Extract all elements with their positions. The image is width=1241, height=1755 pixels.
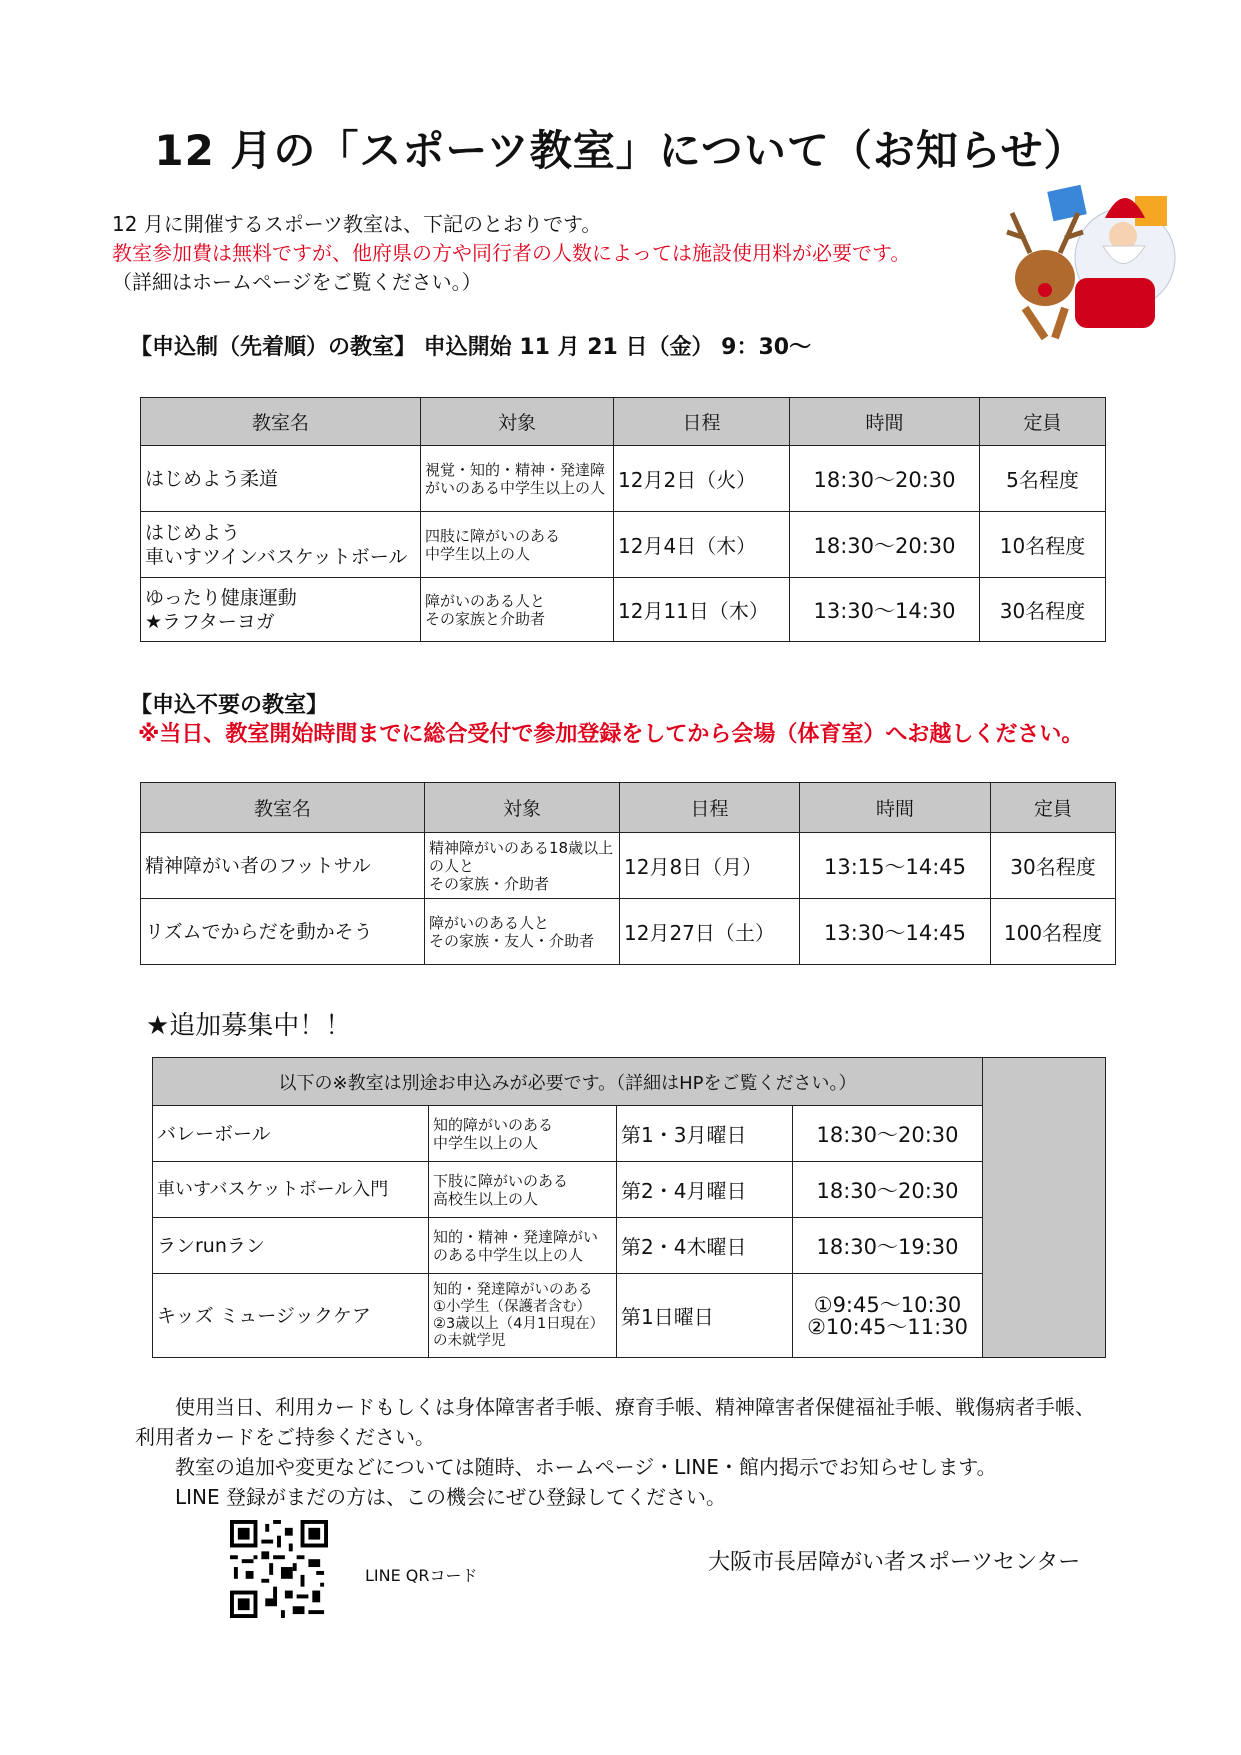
class-target: 知的・精神・発達障がいのある中学生以上の人 — [429, 1218, 617, 1274]
class-date: 12月27日（土） — [620, 899, 800, 965]
class-time: ①9:45～10:30 ②10:45～11:30 — [793, 1274, 983, 1358]
class-name: ランrunラン — [153, 1218, 429, 1274]
column-header: 定員 — [980, 398, 1106, 446]
organization-name: 大阪市長居障がい者スポーツセンター — [708, 1550, 1081, 1575]
footer-para-1a: 使用当日、利用カードもしくは身体障害者手帳、療育手帳、精神障害者保健福祉手帳、戦傷病者手帳、 — [155, 1395, 1095, 1419]
section3-note: 以下の※教室は別途お申込みが必要です。（詳細はHPをご覧ください。） — [153, 1058, 983, 1106]
footer-text — [135, 1392, 1095, 1512]
class-capacity: 100名程度 — [991, 899, 1116, 965]
class-time: 18:30～20:30 — [793, 1162, 983, 1218]
class-time: 18:30～20:30 — [793, 1106, 983, 1162]
class-target: 知的障がいのある 中学生以上の人 — [429, 1106, 617, 1162]
class-capacity: 5名程度 — [980, 446, 1106, 512]
table-row — [141, 578, 1106, 642]
section2-table — [140, 782, 1116, 965]
page-title: 12 月の「スポーツ教室」について（お知らせ） — [154, 126, 1087, 175]
table-row — [141, 899, 1116, 965]
class-time: 18:30～20:30 — [790, 446, 980, 512]
section3-table — [152, 1057, 1106, 1358]
class-target: 精神障がいのある18歳以上の人と その家族・介助者 — [425, 833, 620, 899]
class-time: 13:30～14:45 — [800, 899, 991, 965]
class-name: キッズ ミュージックケア — [153, 1274, 429, 1358]
table-row — [153, 1274, 1106, 1358]
class-date: 12月4日（木） — [614, 512, 790, 578]
class-name: リズムでからだを動かそう — [141, 899, 425, 965]
column-header: 日程 — [620, 783, 800, 833]
column-header: 教室名 — [141, 783, 425, 833]
table-row — [141, 446, 1106, 512]
class-target: 四肢に障がいのある 中学生以上の人 — [421, 512, 614, 578]
class-date: 12月11日（木） — [614, 578, 790, 642]
column-header: 時間 — [790, 398, 980, 446]
class-date: 12月8日（月） — [620, 833, 800, 899]
class-time: 18:30～19:30 — [793, 1218, 983, 1274]
column-header: 対象 — [425, 783, 620, 833]
intro-text — [112, 210, 910, 297]
class-name: ゆったり健康運動 ★ラフターヨガ — [141, 578, 421, 642]
section1-table — [140, 397, 1106, 642]
footer-para-2: 教室の追加や変更などについては随時、ホームページ・LINE・館内掲示でお知らせします。 — [155, 1455, 997, 1479]
table-header-row — [141, 398, 1106, 446]
class-date: 第1・3月曜日 — [617, 1106, 793, 1162]
class-time: 13:30～14:30 — [790, 578, 980, 642]
intro-fee-notice: 教室参加費は無料ですが、他府県の方や同行者の人数によっては施設使用料が必要です。 — [112, 241, 911, 265]
section1-heading: 【申込制（先着順）の教室】 申込開始 11 月 21 日（金） 9：30～ — [130, 335, 812, 360]
table-row — [141, 833, 1116, 899]
qr-code-icon — [230, 1520, 328, 1618]
intro-line-3: （詳細はホームページをご覧ください。） — [112, 270, 482, 294]
qr-label: LINE QRコード — [365, 1566, 478, 1585]
class-time: 18:30～20:30 — [790, 512, 980, 578]
intro-line-1: 12 月に開催するスポーツ教室は、下記のとおりです。 — [112, 212, 602, 236]
class-name: バレーボール — [153, 1106, 429, 1162]
table-row — [141, 512, 1106, 578]
section3-heading: ★追加募集中！！ — [146, 1011, 352, 1041]
class-capacity: 10名程度 — [980, 512, 1106, 578]
class-capacity: 30名程度 — [991, 833, 1116, 899]
class-capacity: 30名程度 — [980, 578, 1106, 642]
column-header: 教室名 — [141, 398, 421, 446]
table-row — [153, 1106, 1106, 1162]
class-target: 下肢に障がいのある 高校生以上の人 — [429, 1162, 617, 1218]
class-target: 知的・発達障がいのある ①小学生（保護者含む） ②3歳以上（4月1日現在）の未就学児 — [429, 1274, 617, 1358]
column-header: 対象 — [421, 398, 614, 446]
class-date: 12月2日（火） — [614, 446, 790, 512]
footer-para-3: LINE 登録がまだの方は、この機会にぜひ登録してください。 — [155, 1485, 726, 1509]
class-name: 精神障がい者のフットサル — [141, 833, 425, 899]
christmas-illustration-icon — [985, 178, 1185, 358]
class-date: 第2・4木曜日 — [617, 1218, 793, 1274]
section2-heading: 【申込不要の教室】 — [130, 693, 329, 718]
class-date: 第1日曜日 — [617, 1274, 793, 1358]
class-name: 車いすバスケットボール入門 — [153, 1162, 429, 1218]
class-target: 障がいのある人と その家族・友人・介助者 — [425, 899, 620, 965]
table-row — [153, 1218, 1106, 1274]
gray-filler-cell — [983, 1058, 1106, 1358]
class-name: はじめよう柔道 — [141, 446, 421, 512]
column-header: 定員 — [991, 783, 1116, 833]
table-row — [153, 1162, 1106, 1218]
column-header: 時間 — [800, 783, 991, 833]
footer-para-1b: 利用者カードをご持参ください。 — [135, 1425, 435, 1449]
table-header-row — [153, 1058, 1106, 1106]
table-header-row — [141, 783, 1116, 833]
section2-note: ※当日、教室開始時間までに総合受付で参加登録をしてから会場（体育室）へお越しください。 — [138, 722, 1084, 747]
class-date: 第2・4月曜日 — [617, 1162, 793, 1218]
class-target: 障がいのある人と その家族と介助者 — [421, 578, 614, 642]
class-target: 視覚・知的・精神・発達障がいのある中学生以上の人 — [421, 446, 614, 512]
class-name: はじめよう 車いすツインバスケットボール — [141, 512, 421, 578]
column-header: 日程 — [614, 398, 790, 446]
class-time: 13:15～14:45 — [800, 833, 991, 899]
